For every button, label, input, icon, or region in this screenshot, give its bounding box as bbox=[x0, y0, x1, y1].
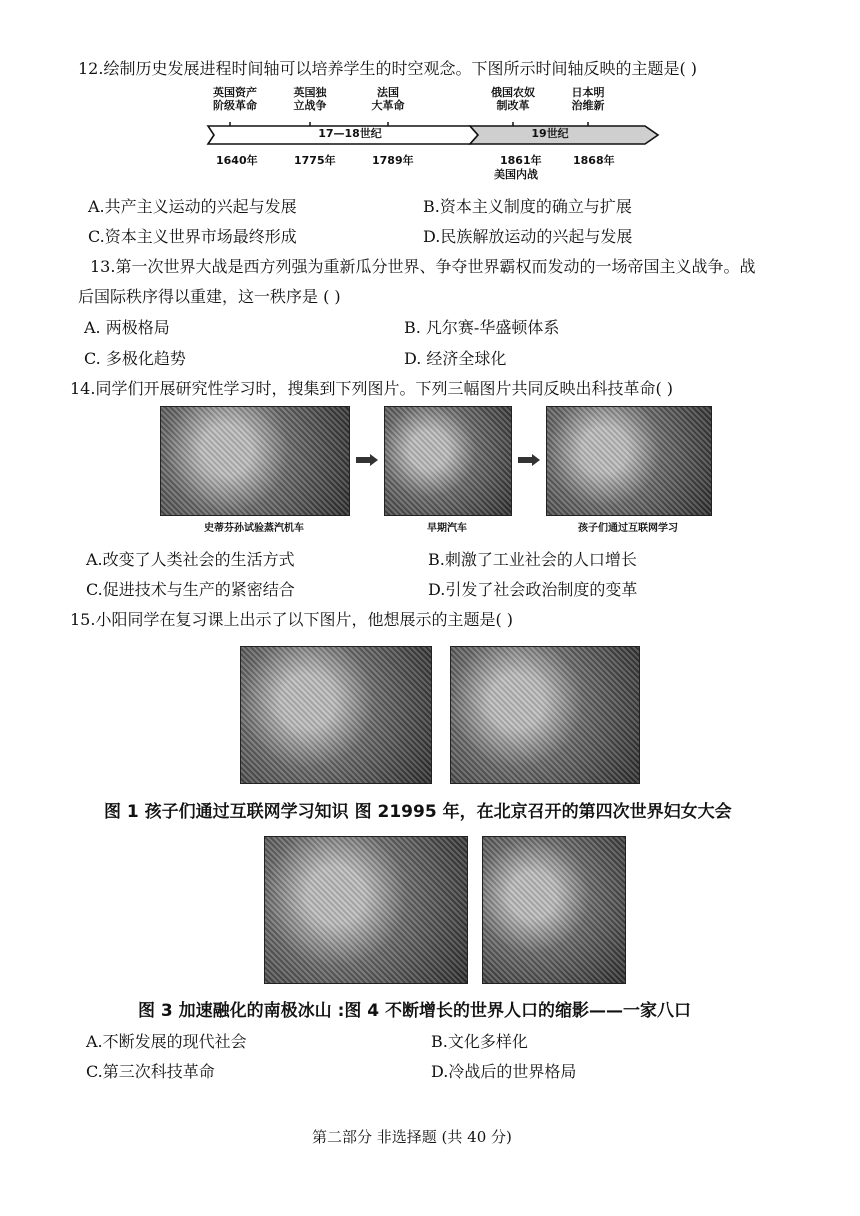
q13-option-d[interactable]: D. 经济全球化 bbox=[404, 349, 507, 368]
q12-option-a[interactable]: A.共产主义运动的兴起与发展 bbox=[88, 197, 297, 216]
photo-fig1-internet bbox=[240, 646, 432, 784]
tl-segment-2: 19世纪 bbox=[531, 127, 569, 140]
q14-option-c[interactable]: C.促进技术与生产的紧密结合 bbox=[86, 580, 295, 599]
tl-year-5: 1868年 bbox=[573, 154, 615, 167]
photo-children-internet bbox=[546, 406, 712, 516]
q13-option-c[interactable]: C. 多极化趋势 bbox=[84, 349, 186, 368]
q14-option-d[interactable]: D.引发了社会政治制度的变革 bbox=[428, 580, 638, 599]
tl-year-3: 1789年 bbox=[372, 154, 414, 167]
tl-event-1-label: 英国资产 阶级革命 bbox=[213, 86, 257, 112]
tl-event-2-label: 英国独 立战争 bbox=[293, 86, 327, 112]
q12-option-c[interactable]: C.资本主义世界市场最终形成 bbox=[88, 227, 297, 246]
q14-caption-1: 史蒂芬孙试验蒸汽机车 bbox=[204, 523, 304, 534]
q14-caption-3: 孩子们通过互联网学习 bbox=[578, 523, 678, 534]
q15-caption-row2: 图 3 加速融化的南极冰山 :图 4 不断增长的世界人口的缩影——一家八口 bbox=[138, 1001, 692, 1021]
tl-year-4: 1861年 bbox=[500, 154, 542, 167]
tl-year-1: 1640年 bbox=[216, 154, 258, 167]
q13-option-b[interactable]: B. 凡尔赛-华盛顿体系 bbox=[404, 318, 560, 337]
timeline-arrow bbox=[200, 122, 670, 148]
tl-year-4-note: 美国内战 bbox=[494, 168, 538, 181]
q15-option-a[interactable]: A.不断发展的现代社会 bbox=[86, 1032, 247, 1051]
q13-stem-line2: 后国际秩序得以重建，这一秩序是 ( ) bbox=[78, 287, 341, 306]
q13-option-a[interactable]: A. 两极格局 bbox=[84, 318, 170, 337]
q12-option-b[interactable]: B.资本主义制度的确立与扩展 bbox=[423, 197, 632, 216]
tl-event-5-label: 日本明 治维新 bbox=[571, 86, 605, 112]
q15-caption-row1: 图 1 孩子们通过互联网学习知识 图 21995 年，在北京召开的第四次世界妇女大会 bbox=[104, 802, 732, 822]
q12-option-d[interactable]: D.民族解放运动的兴起与发展 bbox=[423, 227, 633, 246]
q14-stem: 14.同学们开展研究性学习时，搜集到下列图片。下列三幅图片共同反映出科技革命( ) bbox=[70, 379, 674, 398]
q14-caption-2: 早期汽车 bbox=[427, 523, 467, 534]
q12-stem: 12.绘制历史发展进程时间轴可以培养学生的时空观念。下图所示时间轴反映的主题是( ) bbox=[78, 59, 698, 78]
arrow-right-icon bbox=[356, 454, 378, 466]
q15-option-c[interactable]: C.第三次科技革命 bbox=[86, 1062, 215, 1081]
q13-stem-line1: 13.第一次世界大战是西方列强为重新瓜分世界、争夺世界霸权而发动的一场帝国主义战争。战 bbox=[90, 257, 756, 276]
tl-event-3-label: 法国 大革命 bbox=[371, 86, 405, 112]
tl-segment-1: 17—18世纪 bbox=[318, 127, 382, 140]
photo-fig4-family bbox=[482, 836, 626, 984]
photo-steam-locomotive bbox=[160, 406, 350, 516]
q15-option-b[interactable]: B.文化多样化 bbox=[431, 1032, 528, 1051]
photo-fig2-women-conference bbox=[450, 646, 640, 784]
photo-fig3-antarctic-iceberg bbox=[264, 836, 468, 984]
tl-event-4-label: 俄国农奴 制改革 bbox=[491, 86, 535, 112]
q14-option-a[interactable]: A.改变了人类社会的生活方式 bbox=[86, 550, 295, 569]
q15-stem: 15.小阳同学在复习课上出示了以下图片，他想展示的主题是( ) bbox=[70, 610, 514, 629]
photo-early-car bbox=[384, 406, 512, 516]
section-heading: 第二部分 非选择题 (共 40 分) bbox=[312, 1128, 512, 1146]
q14-option-b[interactable]: B.刺激了工业社会的人口增长 bbox=[428, 550, 637, 569]
arrow-right-icon bbox=[518, 454, 540, 466]
tl-year-2: 1775年 bbox=[294, 154, 336, 167]
q15-option-d[interactable]: D.冷战后的世界格局 bbox=[431, 1062, 577, 1081]
q12-timeline bbox=[200, 84, 670, 184]
